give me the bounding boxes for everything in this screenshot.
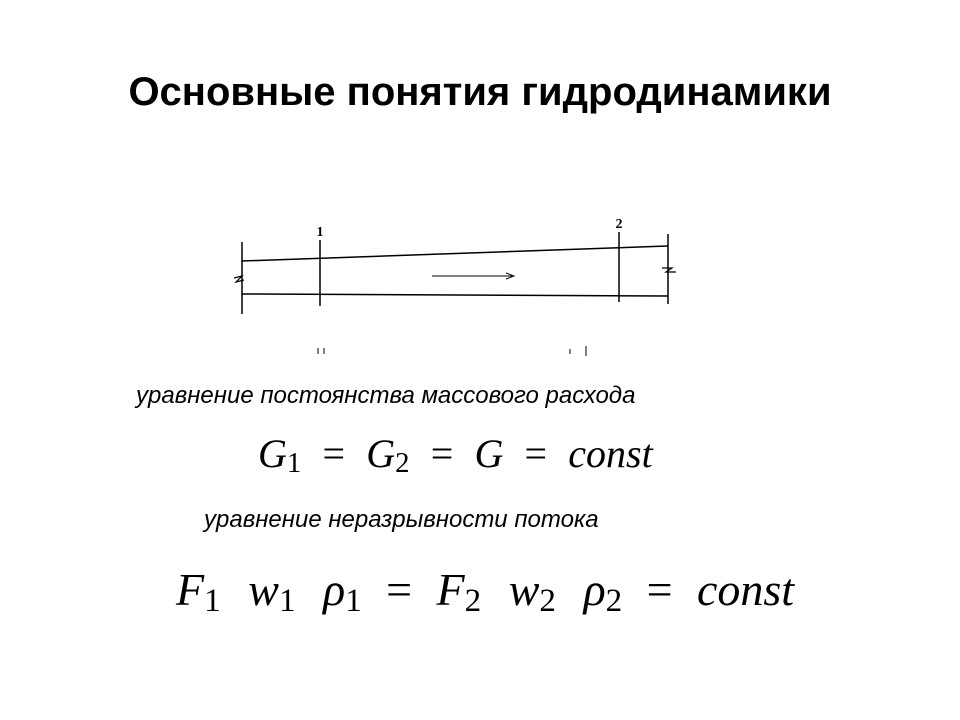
formula-subscript: 1 bbox=[286, 447, 302, 480]
formula-symbol: G bbox=[258, 431, 287, 476]
formula-subscript: 2 bbox=[464, 581, 482, 619]
formula-subscript: 2 bbox=[395, 447, 410, 480]
formula-subscript: 1 bbox=[204, 581, 221, 619]
pipe-flow-diagram bbox=[222, 212, 692, 362]
formula-equals: = bbox=[524, 431, 548, 476]
formula-symbol: ρ bbox=[583, 564, 606, 615]
formula-symbol: F bbox=[176, 564, 205, 615]
section-1-label: 1 bbox=[316, 225, 324, 240]
slide-title: Основные понятия гидродинамики bbox=[128, 70, 832, 114]
formula-subscript: 1 bbox=[345, 581, 362, 619]
formula-symbol: ρ bbox=[323, 564, 346, 615]
formula-symbol: w bbox=[248, 564, 279, 615]
formula-equals: = bbox=[322, 431, 346, 476]
formula-equals: = bbox=[646, 564, 673, 615]
continuity-caption: уравнение неразрывности потока bbox=[204, 506, 599, 533]
formula-symbol: w bbox=[508, 564, 540, 615]
mass-flow-caption: уравнение постоянства массового расхода bbox=[136, 382, 636, 409]
section-2-label: 2 bbox=[615, 217, 623, 232]
formula-equals: = bbox=[386, 564, 413, 615]
formula-symbol: F bbox=[436, 564, 465, 615]
formula-symbol: G bbox=[474, 431, 504, 476]
mass-flow-formula bbox=[258, 428, 653, 480]
formula-subscript: 2 bbox=[539, 581, 556, 619]
formula-subscript: 1 bbox=[278, 581, 296, 619]
formula-const: const bbox=[568, 431, 653, 476]
pipe-lower-wall bbox=[242, 294, 668, 296]
formula-equals: = bbox=[430, 431, 454, 476]
formula-const: const bbox=[696, 564, 795, 615]
formula-symbol: G bbox=[366, 431, 396, 476]
formula-subscript: 2 bbox=[605, 581, 623, 619]
right-break-mark bbox=[662, 268, 676, 272]
pipe-upper-wall bbox=[242, 246, 668, 261]
continuity-formula bbox=[176, 560, 794, 620]
